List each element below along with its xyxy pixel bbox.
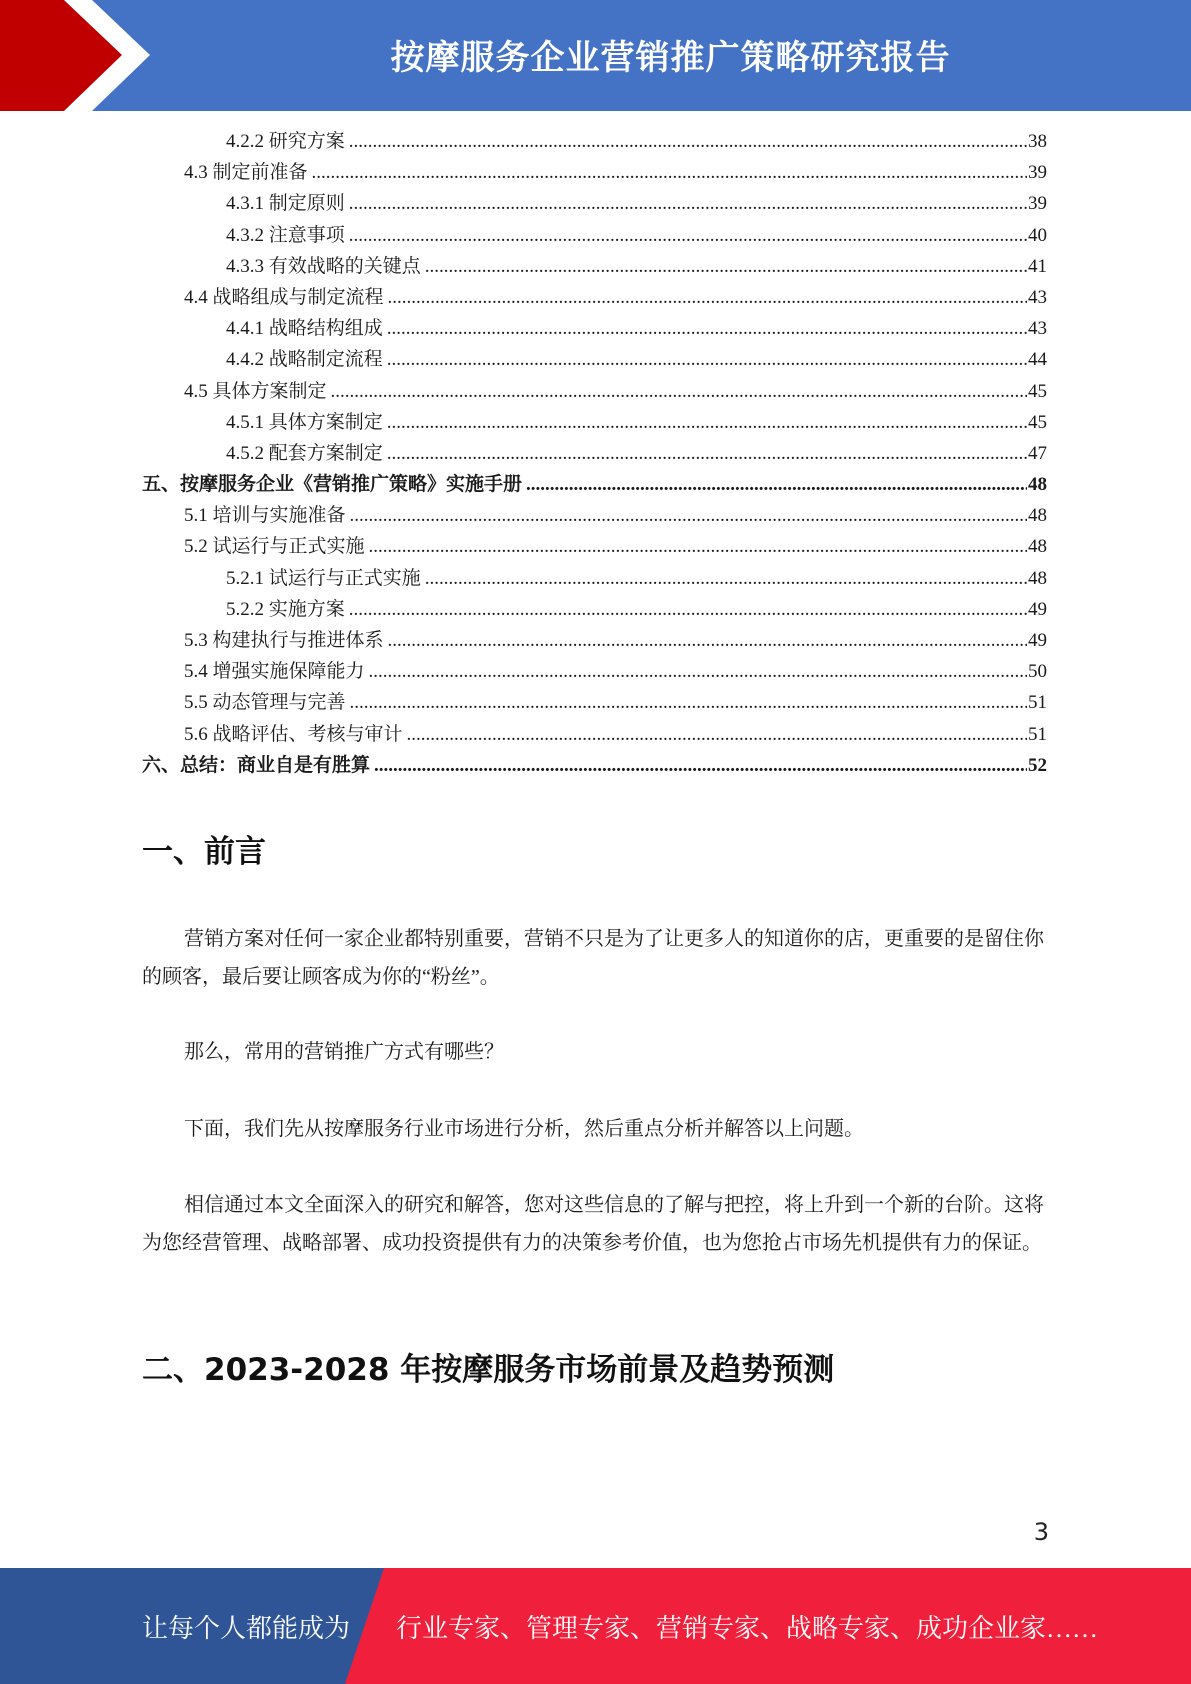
- toc-entry-label: 4.4 战略组成与制定流程: [184, 286, 384, 308]
- toc-leader-dots: [387, 407, 1027, 438]
- toc-entry-page: 39: [1028, 162, 1047, 184]
- toc-entry-label: 4.4.1 战略结构组成: [226, 318, 383, 340]
- toc-entry-label: 六、总结：商业自是有胜算: [142, 754, 371, 776]
- toc-entry[interactable]: [142, 625, 1047, 656]
- toc-leader-dots: [331, 376, 1027, 407]
- toc-entry-label: 4.4.2 战略制定流程: [226, 349, 383, 371]
- toc-entry[interactable]: [142, 188, 1047, 219]
- toc-entry-label: 4.5.2 配套方案制定: [226, 442, 383, 464]
- toc-leader-dots: [369, 531, 1027, 562]
- table-of-contents: [142, 126, 1047, 781]
- toc-entry[interactable]: [142, 344, 1047, 375]
- toc-entry-label: 5.2.1 试运行与正式实施: [226, 567, 421, 589]
- toc-entry-label: 5.5 动态管理与完善: [184, 692, 346, 714]
- toc-entry-label: 5.4 增强实施保障能力: [184, 661, 365, 683]
- toc-leader-dots: [425, 251, 1027, 282]
- toc-entry-page: 43: [1028, 286, 1047, 308]
- toc-entry-label: 4.5 具体方案制定: [184, 380, 327, 402]
- toc-leader-dots: [407, 719, 1027, 750]
- toc-entry-label: 5.6 战略评估、考核与审计: [184, 723, 403, 745]
- toc-leader-dots: [350, 687, 1027, 718]
- footer-slogan-left: 让每个人都能成为: [142, 1613, 351, 1643]
- toc-entry-label: 5.2.2 实施方案: [226, 598, 345, 620]
- page-footer: [0, 1568, 1191, 1684]
- page-number: 3: [1033, 1518, 1049, 1546]
- toc-entry[interactable]: [142, 531, 1047, 562]
- toc-entry[interactable]: [142, 438, 1047, 469]
- preface-paragraph-1: 营销方案对任何一家企业都特别重要，营销不只是为了让更多人的知道你的店，更重要的是留住你的顾客，最后要让顾客成为你的“粉丝”。: [142, 928, 1044, 988]
- toc-entry[interactable]: [142, 407, 1047, 438]
- toc-leader-dots: [349, 188, 1027, 219]
- toc-entry-page: 51: [1028, 723, 1047, 745]
- toc-entry-page: 48: [1028, 474, 1047, 496]
- toc-entry-page: 39: [1028, 193, 1047, 215]
- page-header: [0, 0, 1191, 111]
- toc-entry-page: 50: [1028, 661, 1047, 683]
- toc-entry[interactable]: [142, 719, 1047, 750]
- toc-leader-dots: [388, 625, 1027, 656]
- toc-entry-page: 49: [1028, 630, 1047, 651]
- toc-entry-page: 38: [1028, 131, 1047, 152]
- toc-leader-dots: [312, 157, 1027, 188]
- toc-entry[interactable]: [142, 220, 1047, 251]
- toc-leader-dots: [387, 344, 1027, 375]
- footer-slogan-right: 行业专家、管理专家、营销专家、战略专家、成功企业家……: [396, 1613, 1099, 1643]
- toc-leader-dots: [369, 656, 1027, 687]
- toc-entry[interactable]: [142, 469, 1047, 500]
- toc-leader-dots: [387, 438, 1027, 469]
- toc-entry[interactable]: [142, 656, 1047, 687]
- preface-paragraph-4: 相信通过本文全面深入的研究和解答，您对这些信息的了解与把控，将上升到一个新的台阶。这将为您经营管理、战略部署、成功投资提供有力的决策参考价值，也为您抢占市场先机提供有力的保证。: [142, 1194, 1044, 1254]
- toc-entry-page: 40: [1028, 224, 1047, 246]
- toc-entry-label: 5.2 试运行与正式实施: [184, 536, 365, 558]
- document-title: 按摩服务企业营销推广策略研究报告: [390, 37, 951, 78]
- toc-leader-dots: [350, 500, 1027, 531]
- section-heading-market-forecast: 二、2023-2028 年按摩服务市场前景及趋势预测: [142, 1352, 835, 1388]
- toc-entry-page: 48: [1028, 505, 1047, 527]
- toc-entry-label: 4.5.1 具体方案制定: [226, 411, 383, 433]
- preface-paragraph-3: 下面，我们先从按摩服务行业市场进行分析，然后重点分析并解答以上问题。: [184, 1118, 864, 1140]
- toc-entry-page: 49: [1028, 598, 1047, 620]
- toc-entry-page: 43: [1028, 318, 1047, 340]
- section-heading-preface: 一、前言: [142, 834, 266, 870]
- toc-leader-dots: [374, 750, 1027, 781]
- toc-entry-page: 45: [1028, 411, 1047, 433]
- toc-entry-label: 4.3.3 有效战略的关键点: [226, 255, 421, 277]
- toc-entry-page: 47: [1028, 442, 1047, 464]
- toc-entry[interactable]: [142, 251, 1047, 282]
- toc-entry-page: 45: [1028, 380, 1047, 402]
- toc-entry[interactable]: [142, 126, 1047, 157]
- toc-entry-label: 4.3.1 制定原则: [226, 193, 345, 215]
- toc-entry[interactable]: [142, 750, 1047, 781]
- toc-leader-dots: [349, 594, 1027, 625]
- toc-entry[interactable]: [142, 157, 1047, 188]
- toc-entry-label: 4.3 制定前准备: [184, 162, 308, 184]
- toc-entry[interactable]: [142, 282, 1047, 313]
- toc-leader-dots: [526, 469, 1027, 500]
- toc-leader-dots: [425, 563, 1027, 594]
- toc-entry[interactable]: [142, 563, 1047, 594]
- toc-entry-page: 41: [1028, 255, 1047, 277]
- toc-entry-page: 52: [1028, 754, 1047, 776]
- toc-leader-dots: [349, 126, 1027, 157]
- toc-entry[interactable]: [142, 313, 1047, 344]
- toc-entry-page: 51: [1028, 692, 1047, 714]
- toc-leader-dots: [388, 282, 1027, 313]
- toc-entry-page: 44: [1028, 349, 1047, 371]
- toc-entry-label: 4.2.2 研究方案: [226, 131, 345, 152]
- toc-entry[interactable]: [142, 687, 1047, 718]
- toc-entry-page: 48: [1028, 567, 1047, 589]
- toc-entry-label: 5.1 培训与实施准备: [184, 505, 346, 527]
- toc-entry-page: 48: [1028, 536, 1047, 558]
- toc-entry[interactable]: [142, 500, 1047, 531]
- toc-entry[interactable]: [142, 376, 1047, 407]
- toc-entry-label: 五、按摩服务企业《营销推广策略》实施手册: [142, 474, 523, 496]
- toc-entry-label: 4.3.2 注意事项: [226, 224, 345, 246]
- preface-paragraph-2: 那么，常用的营销推广方式有哪些？: [184, 1041, 504, 1063]
- toc-entry[interactable]: [142, 594, 1047, 625]
- toc-leader-dots: [387, 313, 1027, 344]
- toc-entry-label: 5.3 构建执行与推进体系: [184, 630, 384, 651]
- toc-leader-dots: [349, 220, 1027, 251]
